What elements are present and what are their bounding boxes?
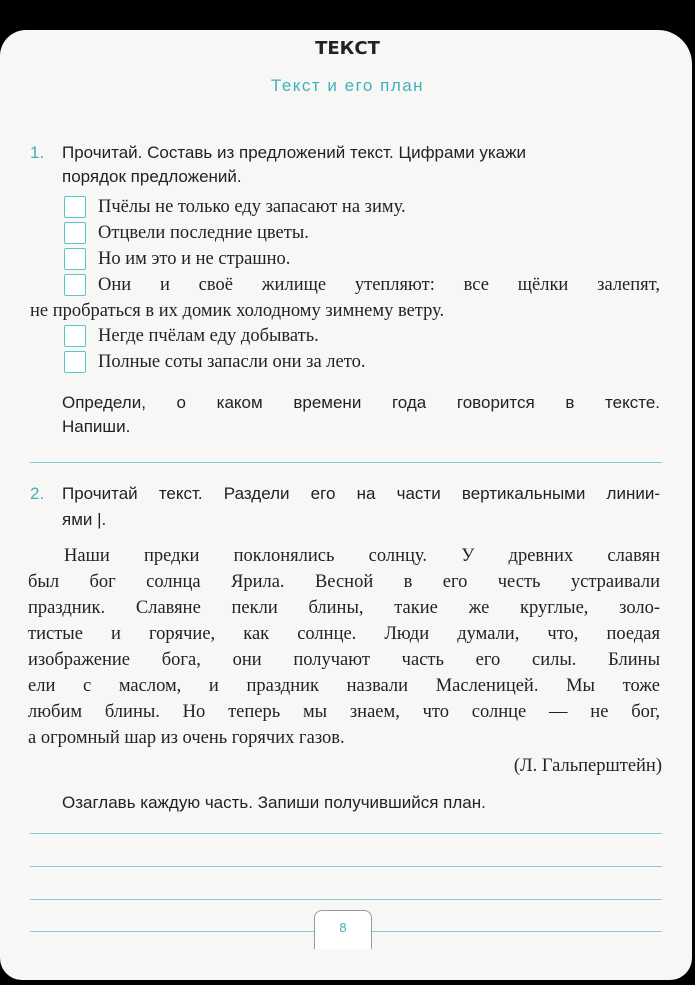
plan-line-3[interactable] — [30, 899, 662, 900]
sentence-4-line-1: Они и своё жилище утепляют: все щёлки залепят, — [98, 275, 660, 295]
task-2-number: 2. — [30, 484, 45, 503]
page-number: 8 — [314, 910, 372, 949]
section-title: ТЕКСТ — [315, 38, 380, 59]
order-box-6[interactable] — [64, 351, 86, 373]
task-1-instruction-line-1: Прочитай. Составь из предложений текст. Цифрами укажи — [62, 143, 527, 162]
task-1-question-line-1: Определи, о каком времени года говорится в тексте. — [62, 393, 660, 412]
order-box-2[interactable] — [64, 222, 86, 244]
text-line-4: тистые и горячие, как солнце. Люди думали, что, поедая — [28, 624, 660, 644]
task-2-instruction-line-2: ями |. — [62, 510, 107, 529]
text-author: (Л. Гальперштейн) — [513, 756, 662, 776]
text-line-6: ели с маслом, и праздник назвали Масленицей. Мы тоже — [28, 676, 660, 696]
task-2-question: Озаглавь каждую часть. Запиши получившийся план. — [62, 793, 486, 812]
sentence-3: Но им это и не страшно. — [98, 249, 291, 269]
sentence-1: Пчёлы не только еду запасают на зиму. — [98, 197, 406, 217]
text-line-5: изображение бога, они получают часть его силы. Блины — [28, 650, 660, 670]
plan-line-2[interactable] — [30, 866, 662, 867]
text-line-2: был бог солнца Ярила. Весной в его честь устраивали — [28, 572, 660, 592]
text-line-3: праздник. Славяне пекли блины, такие же круглые, золо- — [28, 598, 660, 618]
order-box-1[interactable] — [64, 196, 86, 218]
text-line-1: Наши предки поклонялись солнцу. У древних славян — [64, 546, 660, 566]
plan-line-1[interactable] — [30, 833, 662, 834]
task-1-instruction-line-2: порядок предложений. — [62, 167, 242, 186]
sentence-4-line-2: не пробраться в их домик холодному зимнему ветру. — [30, 301, 445, 321]
task-1-question-line-2: Напиши. — [62, 417, 131, 436]
text-line-7: любим блины. Но теперь мы знаем, что солнце — не бог, — [28, 702, 660, 722]
order-box-5[interactable] — [64, 325, 86, 347]
order-box-4[interactable] — [64, 274, 86, 296]
sentence-5: Негде пчёлам еду добывать. — [98, 326, 319, 346]
answer-line-1[interactable] — [30, 462, 662, 463]
sentence-2: Отцвели последние цветы. — [98, 223, 309, 243]
section-subtitle: Текст и его план — [270, 76, 425, 95]
text-line-8: а огромный шар из очень горячих газов. — [28, 728, 345, 748]
order-box-3[interactable] — [64, 248, 86, 270]
task-2-instruction-line-1: Прочитай текст. Раздели его на части вертикальными линии- — [62, 484, 660, 503]
sentence-6: Полные соты запасли они за лето. — [98, 352, 366, 372]
task-1-number: 1. — [30, 143, 45, 162]
